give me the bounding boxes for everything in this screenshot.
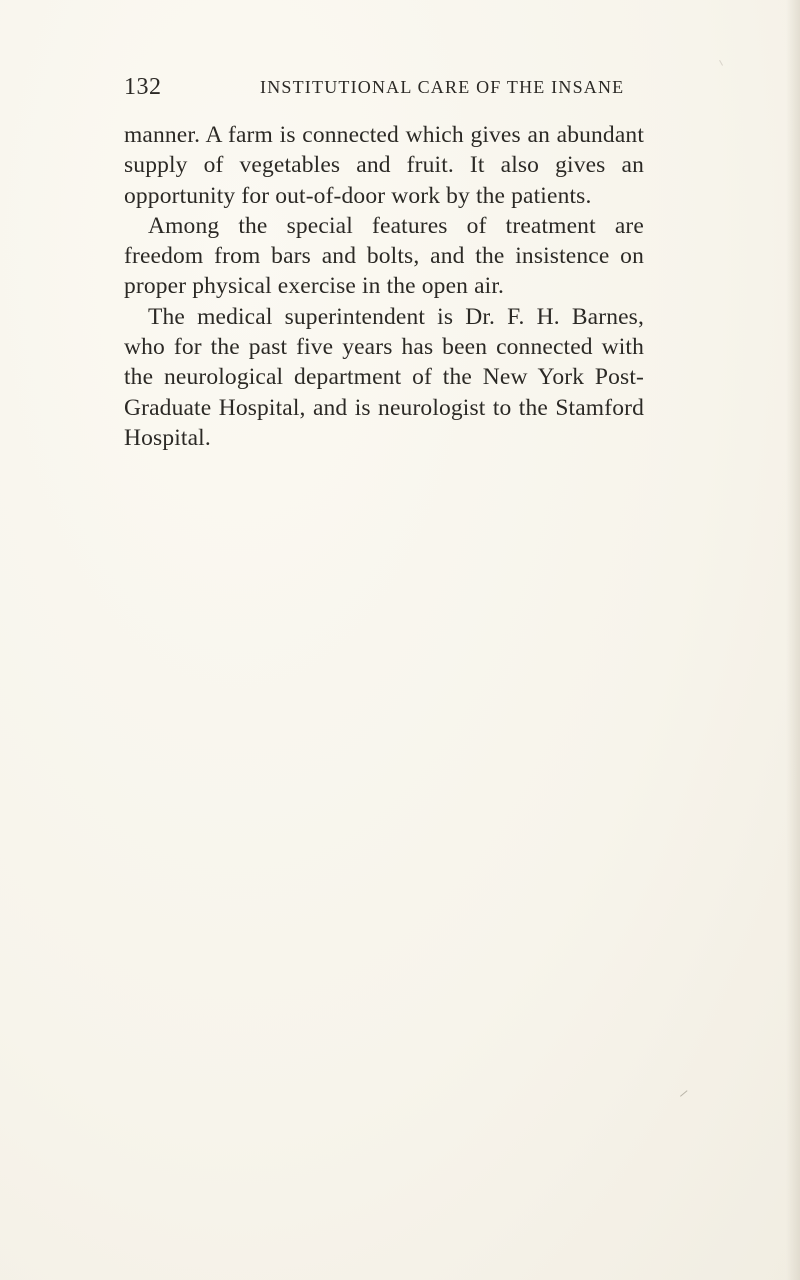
paragraph-1: manner. A farm is connected which gives an abundant supply of vegetables and fruit. It also gives an opportunity for out-of-door work by the patients.: [124, 122, 644, 209]
paragraph-3: The medical superintendent is Dr. F. H. Barnes, who for the past five years has been connected with the neurological department of the New York Post-Graduate Hospital, and is neurologist to the Stamford Hospital.: [124, 303, 644, 451]
running-title: INSTITUTIONAL CARE OF THE INSANE: [260, 77, 625, 97]
paper-blemish: [680, 1090, 688, 1097]
body-text: [124, 120, 644, 453]
paper-blemish: [719, 60, 723, 66]
page-header: [124, 74, 640, 104]
paragraph-2: Among the special features of treatment are freedom from bars and bolts, and the insistence on proper physical exercise in the open air.: [124, 212, 644, 300]
page-edge-shadow: [786, 0, 800, 1280]
page-number: 132: [124, 74, 162, 100]
